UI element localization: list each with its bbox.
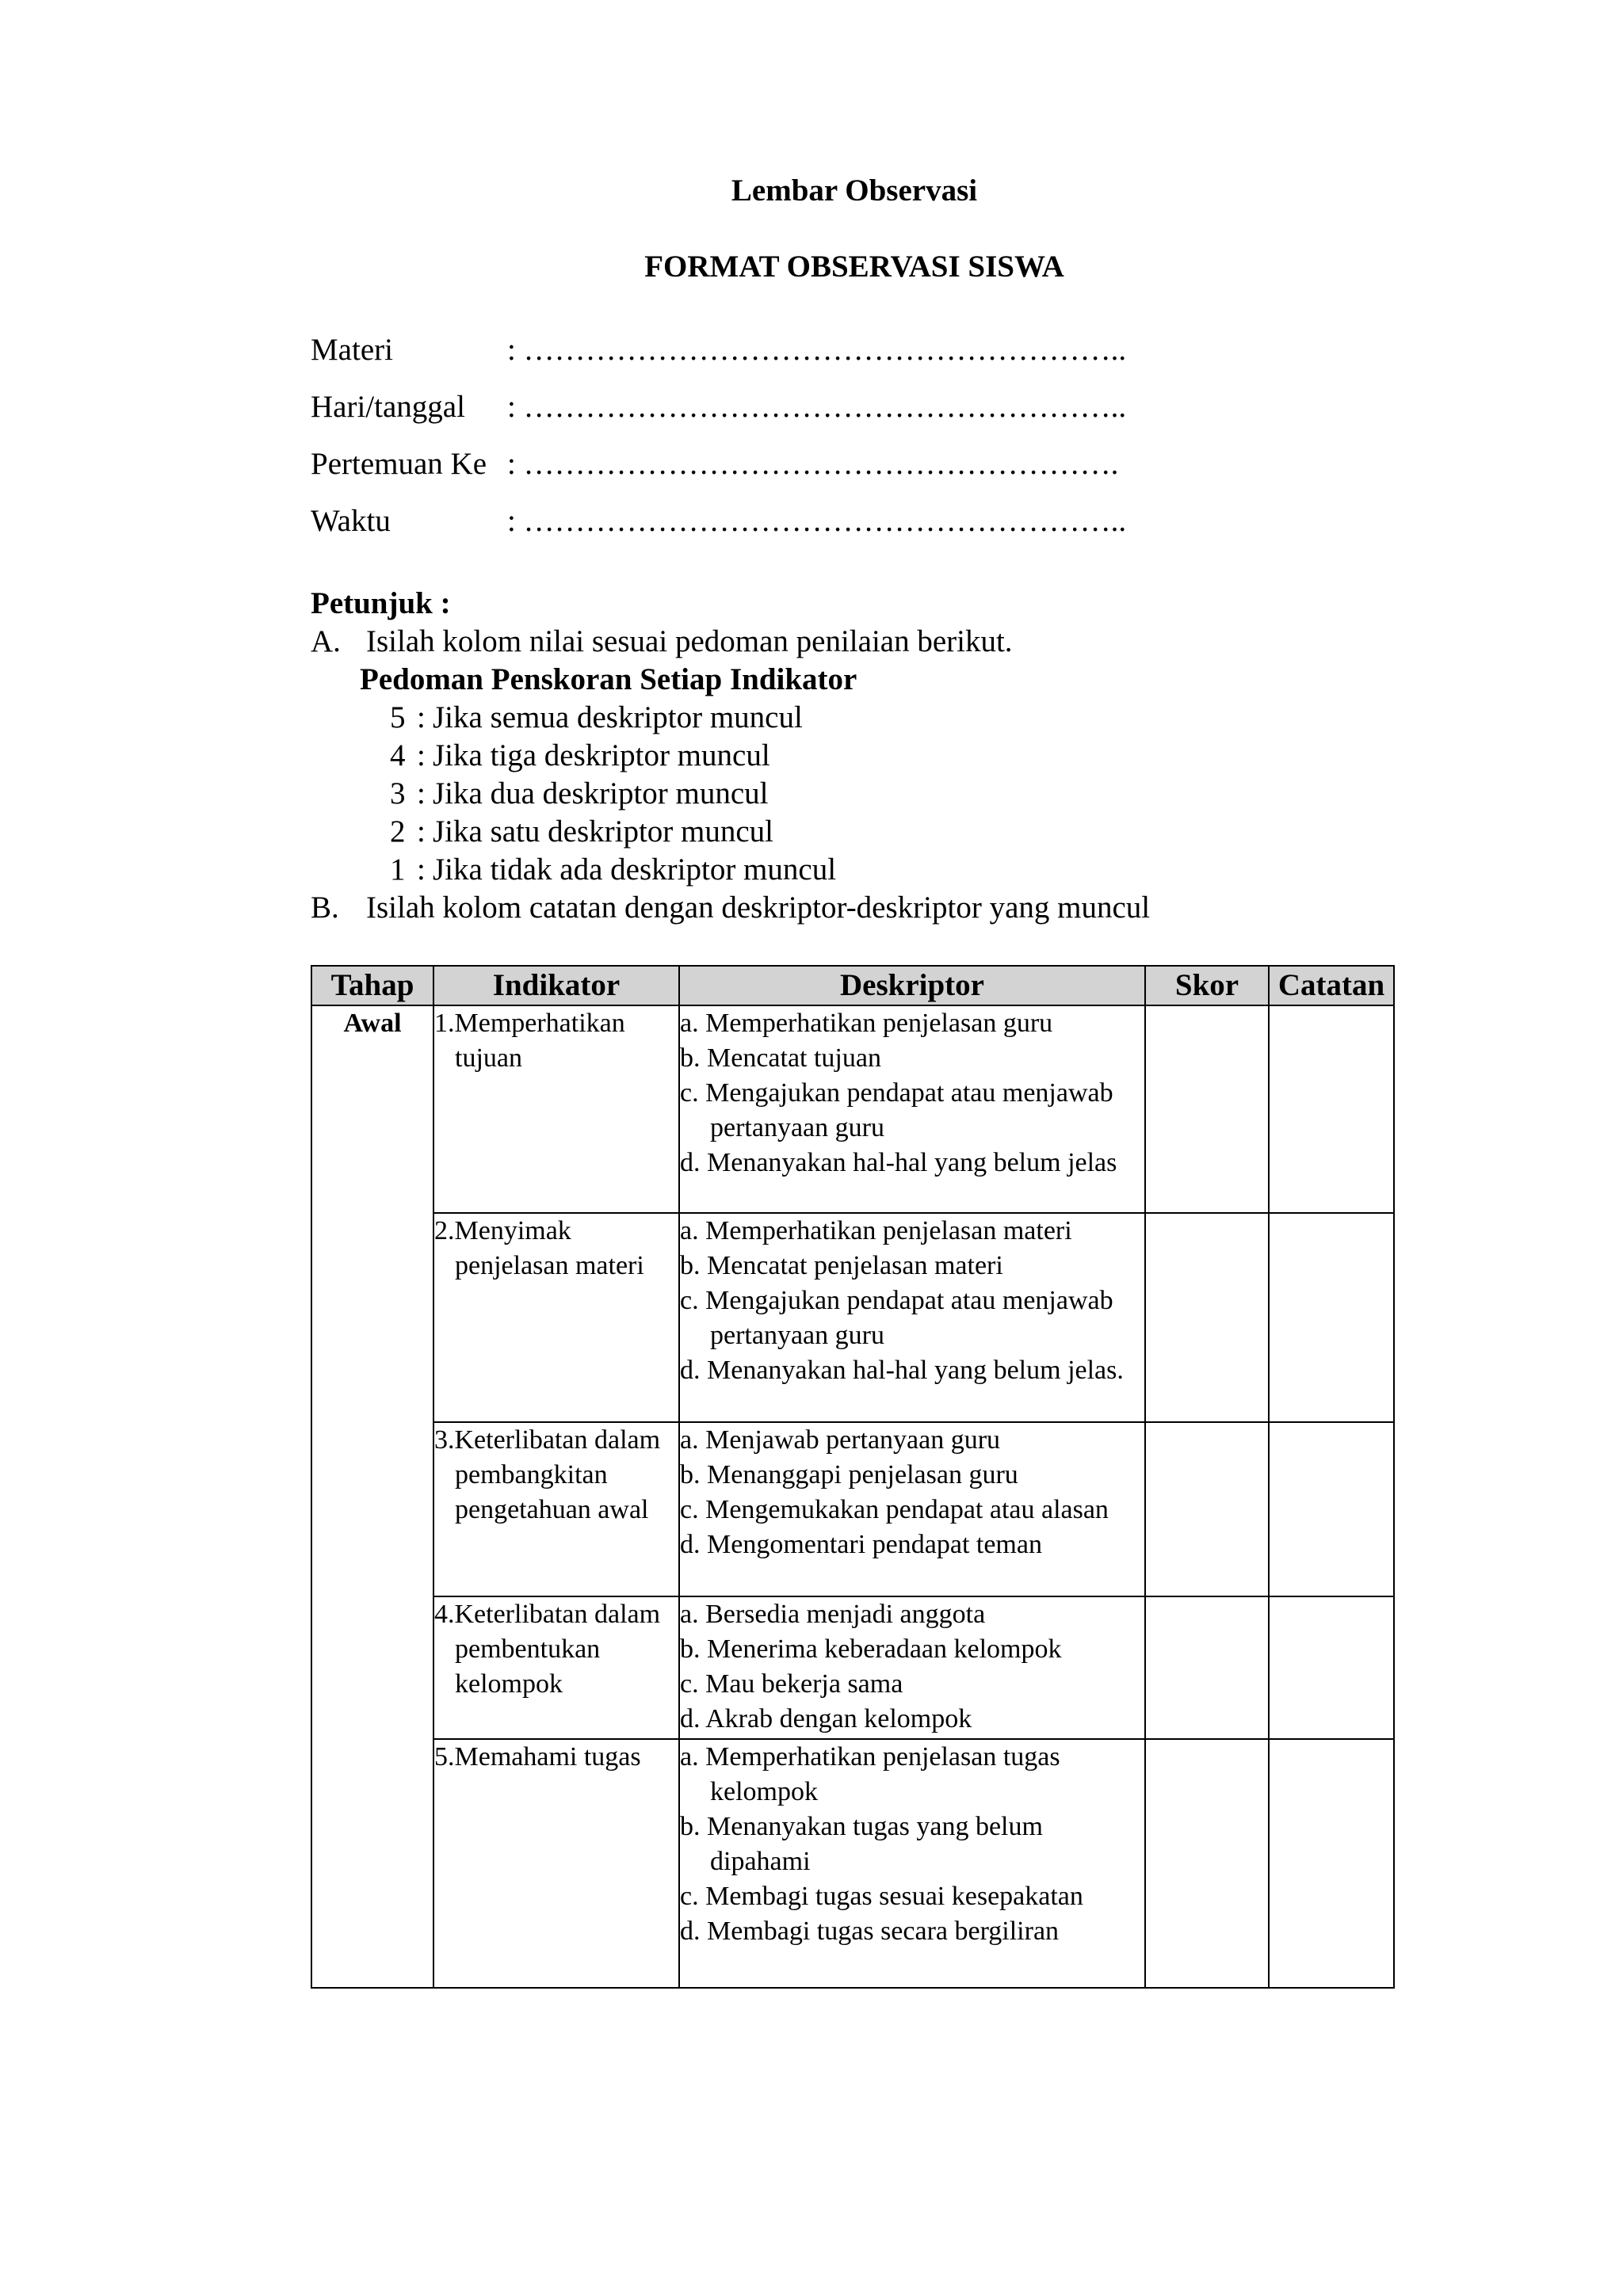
field-label: Pertemuan Ke	[311, 447, 487, 481]
deskriptor-cell	[679, 1213, 1145, 1422]
deskriptor-item: c. Mengajukan pendapat atau menjawab pertanyaan guru	[680, 1078, 1113, 1142]
catatan-cell[interactable]	[1269, 1596, 1394, 1739]
instruction-letter: A.	[311, 624, 341, 658]
deskriptor-item: d. Membagi tugas secara bergiliran	[680, 1917, 1060, 1946]
score-guide-row	[390, 699, 1150, 737]
deskriptor-item: a. Bersedia menjadi anggota	[680, 1600, 986, 1629]
indikator-cell	[433, 1005, 679, 1213]
indikator-text: 1.Memperhatikan tujuan	[434, 1009, 625, 1073]
indikator-cell	[433, 1596, 679, 1739]
deskriptor-item: c. Mengajukan pendapat atau menjawab pertanyaan guru	[680, 1286, 1113, 1350]
deskriptor-item: a. Menjawab pertanyaan guru	[680, 1425, 1001, 1455]
score-guide-row	[390, 851, 1150, 889]
score-guide-row	[390, 813, 1150, 851]
header-catatan: Catatan	[1269, 966, 1394, 1005]
header-indikator: Indikator	[433, 966, 679, 1005]
tahap-cell: Awal	[311, 1005, 433, 1988]
score-text: Jika semua deskriptor muncul	[433, 700, 803, 734]
score-number: 5	[390, 700, 406, 734]
header-deskriptor: Deskriptor	[679, 966, 1145, 1005]
score-guide-row	[390, 775, 1150, 813]
field-label: Materi	[311, 333, 393, 367]
score-separator: :	[417, 852, 426, 887]
deskriptor-item: c. Mengemukakan pendapat atau alasan	[680, 1495, 1109, 1524]
page-title: Lembar Observasi	[731, 174, 978, 208]
deskriptor-item: a. Memperhatikan penjelasan tugas kelompok	[680, 1742, 1060, 1806]
field-value: : …………………………………………………..	[507, 390, 1127, 424]
field-hari-tanggal	[311, 379, 1126, 436]
deskriptor-cell	[679, 1739, 1145, 1988]
deskriptor-item: a. Memperhatikan penjelasan guru	[680, 1009, 1053, 1038]
indikator-cell	[433, 1739, 679, 1988]
identity-fields	[311, 322, 1126, 550]
score-number: 1	[390, 852, 406, 887]
deskriptor-item: b. Menerima keberadaan kelompok	[680, 1634, 1062, 1664]
field-pertemuan-ke	[311, 436, 1126, 493]
header-tahap: Tahap	[311, 966, 433, 1005]
score-text: Jika tidak ada deskriptor muncul	[433, 852, 837, 887]
score-text: Jika dua deskriptor muncul	[433, 776, 769, 810]
instruction-b	[311, 889, 1150, 927]
catatan-cell[interactable]	[1269, 1213, 1394, 1422]
indikator-cell	[433, 1213, 679, 1422]
table-row	[311, 1213, 1394, 1422]
deskriptor-item: d. Mengomentari pendapat teman	[680, 1530, 1042, 1559]
instruction-text: Isilah kolom nilai sesuai pedoman penilaian berikut.	[366, 624, 1013, 658]
instruction-a	[311, 623, 1150, 661]
table-row	[311, 1422, 1394, 1596]
table-row	[311, 1596, 1394, 1739]
skor-cell[interactable]	[1145, 1596, 1269, 1739]
instructions-title: Petunjuk :	[311, 586, 451, 620]
indikator-text: 5.Memahami tugas	[434, 1742, 641, 1772]
deskriptor-item: a. Memperhatikan penjelasan materi	[680, 1216, 1072, 1245]
score-number: 4	[390, 738, 406, 772]
score-number: 2	[390, 814, 406, 849]
deskriptor-item: c. Membagi tugas sesuai kesepakatan	[680, 1882, 1083, 1911]
score-text: Jika satu deskriptor muncul	[433, 814, 774, 849]
field-label: Hari/tanggal	[311, 390, 465, 424]
catatan-cell[interactable]	[1269, 1422, 1394, 1596]
score-text: Jika tiga deskriptor muncul	[433, 738, 770, 772]
indikator-text: 2.Menyimak penjelasan materi	[434, 1216, 644, 1280]
field-waktu	[311, 493, 1126, 550]
score-separator: :	[417, 776, 426, 810]
deskriptor-item: b. Menanggapi penjelasan guru	[680, 1460, 1018, 1489]
deskriptor-item: c. Mau bekerja sama	[680, 1669, 903, 1699]
skor-cell[interactable]	[1145, 1213, 1269, 1422]
field-value: : ………………………………………………….	[507, 447, 1119, 481]
table-row	[311, 1739, 1394, 1988]
deskriptor-item: d. Menanyakan hal-hal yang belum jelas.	[680, 1356, 1124, 1385]
field-value: : …………………………………………………..	[507, 333, 1127, 367]
deskriptor-item: b. Mencatat tujuan	[680, 1043, 881, 1073]
table-row	[311, 1005, 1394, 1213]
deskriptor-item: d. Menanyakan hal-hal yang belum jelas	[680, 1148, 1117, 1177]
field-value: : …………………………………………………..	[507, 504, 1127, 538]
skor-cell[interactable]	[1145, 1422, 1269, 1596]
instruction-letter: B.	[311, 891, 339, 925]
field-materi	[311, 322, 1126, 379]
skor-cell[interactable]	[1145, 1005, 1269, 1213]
field-label: Waktu	[311, 504, 391, 538]
catatan-cell[interactable]	[1269, 1005, 1394, 1213]
indikator-cell	[433, 1422, 679, 1596]
indikator-text: 4.Keterlibatan dalam pembentukan kelompok	[434, 1600, 661, 1699]
deskriptor-cell	[679, 1422, 1145, 1596]
deskriptor-cell	[679, 1005, 1145, 1213]
header-skor: Skor	[1145, 966, 1269, 1005]
score-separator: :	[417, 814, 426, 849]
score-number: 3	[390, 776, 406, 810]
deskriptor-item: b. Mencatat penjelasan materi	[680, 1251, 1003, 1280]
observation-table	[311, 965, 1395, 1989]
deskriptor-item: d. Akrab dengan kelompok	[680, 1704, 972, 1733]
score-separator: :	[417, 738, 426, 772]
skor-cell[interactable]	[1145, 1739, 1269, 1988]
instruction-text: Isilah kolom catatan dengan deskriptor-deskriptor yang muncul	[366, 891, 1151, 925]
catatan-cell[interactable]	[1269, 1739, 1394, 1988]
table-header-row	[311, 966, 1394, 1005]
indikator-text: 3.Keterlibatan dalam pembangkitan pengetahuan awal	[434, 1425, 661, 1524]
format-title: FORMAT OBSERVASI SISWA	[644, 250, 1064, 284]
score-separator: :	[417, 700, 426, 734]
pedoman-title: Pedoman Penskoran Setiap Indikator	[360, 662, 857, 696]
instructions	[311, 585, 1150, 927]
deskriptor-cell	[679, 1596, 1145, 1739]
deskriptor-item: b. Menanyakan tugas yang belum dipahami	[680, 1812, 1043, 1876]
score-guide-row	[390, 737, 1150, 775]
